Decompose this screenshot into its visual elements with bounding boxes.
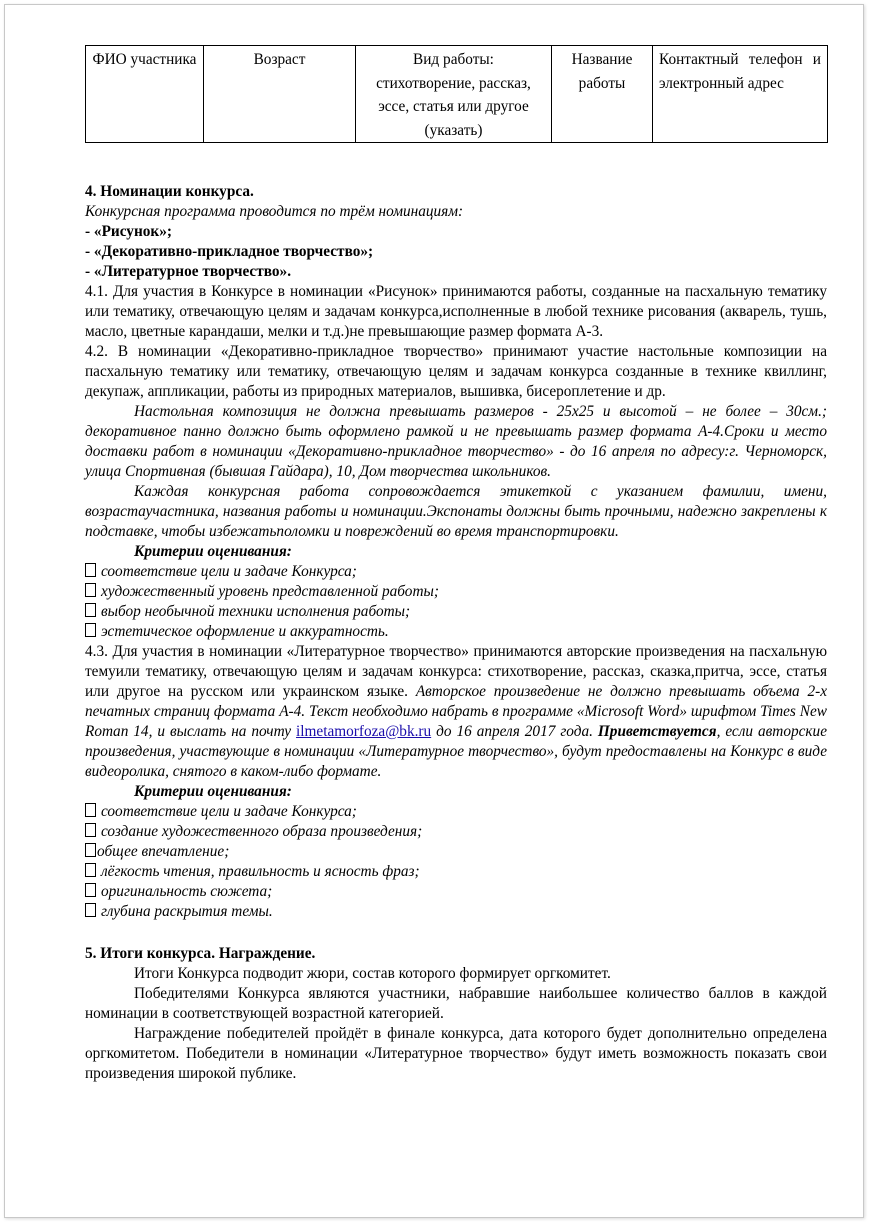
criteria-item: художественный уровень представленной работы;: [85, 582, 827, 602]
criteria-item: соответствие цели и задаче Конкурса;: [85, 562, 827, 582]
document-page: [4, 4, 864, 1218]
email-link[interactable]: ilmetamorfoza@bk.ru: [296, 723, 432, 740]
criteria-item: глубина раскрытия темы.: [85, 902, 827, 922]
nomination-item: - «Литературное творчество».: [85, 263, 292, 280]
page-content: [85, 45, 827, 1084]
criteria-item: лёгкость чтения, правильность и ясность фраз;: [85, 862, 827, 882]
criteria-item: оригинальность сюжета;: [85, 882, 827, 902]
table-header-cell: ФИО участника: [86, 46, 204, 143]
checkbox-glyph-icon: [85, 803, 96, 817]
paragraph-4-1: 4.1. Для участия в Конкурсе в номинации «Рисунок» принимаются работы, созданные на пасхальную тематику или тематику, отвечающую целям и задачам конкурса,исполненные в любой технике рисования (акварель, тушь, масло, цветные карандаши, мелки и т.д.)не превышающие размер формата А-3.: [85, 283, 827, 340]
checkbox-glyph-icon: [85, 863, 96, 877]
section-5-paragraph: Итоги Конкурса подводит жюри, состав которого формирует оргкомитет.: [134, 965, 611, 982]
section-5-paragraph: Награждение победителей пройдёт в финале конкурса, дата которого будет дополнительно определена оргкомитетом. Победители в номинации «Литературное творчество» будут иметь возможность показать свои произведения широкой публике.: [85, 1025, 827, 1082]
checkbox-glyph-icon: [85, 903, 96, 917]
criteria-item: эстетическое оформление и аккуратность.: [85, 622, 827, 642]
criteria-item: создание художественного образа произведения;: [85, 822, 827, 842]
checkbox-glyph-icon: [85, 623, 96, 637]
criteria-heading: Критерии оценивания:: [134, 783, 292, 800]
table-header-row: [86, 46, 828, 143]
checkbox-glyph-icon: [85, 603, 96, 617]
registration-table: [85, 45, 828, 143]
checkbox-glyph-icon: [85, 843, 96, 857]
checkbox-glyph-icon: [85, 883, 96, 897]
section-5-paragraph: Победителями Конкурса являются участники, набравшие наибольшее количество баллов в каждой номинации в соответствующей возрастной категорией.: [85, 985, 827, 1022]
table-header-cell: Возраст: [204, 46, 356, 143]
table-header-cell: Вид работы: стихотворение, рассказ, эссе, статья или другое (указать): [356, 46, 552, 143]
paragraph-4-3: 4.3. Для участия в номинации «Литературное творчество» принимаются авторские произведения на пасхальную темуили тематику, отвечающую целям и задачам конкурса: стихотворение, рассказ, сказка,притча, эссе, статья или другое на русском или украинском языке. Авторское произведение не должно превышать объема 2-х печатных страниц формата А-4. Текст необходимо набрать в программе «Microsoft Word» шрифтом Times New Roman 14, и выслать на почту ilmetamorfoza@bk.ru до 16 апреля 2017 года. Приветствуется, если авторские произведения, участвующие в номинации «Литературное творчество», будут предоставлены на Конкурс в виде видеоролика, снятого в каком-либо формате.: [85, 643, 827, 780]
section-4-heading: 4. Номинации конкурса.: [85, 183, 254, 200]
checkbox-glyph-icon: [85, 583, 96, 597]
section-4-intro: Конкурсная программа проводится по трём номинациям:: [85, 203, 464, 220]
checkbox-glyph-icon: [85, 823, 96, 837]
nomination-item: - «Рисунок»;: [85, 223, 172, 240]
criteria-item: выбор необычной техники исполнения работы;: [85, 602, 827, 622]
criteria-item: соответствие цели и задаче Конкурса;: [85, 802, 827, 822]
paragraph-4-2-note: Настольная композиция не должна превышать размеров - 25х25 и высотой – не более – 30см.; декоративное панно должно быть оформлено рамкой и не превышать размер формата А-4.Сроки и место доставки работ в номинации «Декоративно-прикладное творчество» - до 16 апреля по адресу:г. Черноморск, улица Спортивная (бывшая Гайдара), 10, Дом творчества школьников.: [85, 403, 827, 480]
table-header-cell: Название работы: [552, 46, 653, 143]
criteria-item: общее впечатление;: [85, 842, 827, 862]
nomination-item: - «Декоративно-прикладное творчество»;: [85, 243, 374, 260]
criteria-heading: Критерии оценивания:: [134, 543, 292, 560]
section-5-heading: 5. Итоги конкурса. Награждение.: [85, 945, 316, 962]
paragraph-4-2: 4.2. В номинации «Декоративно-прикладное творчество» принимают участие настольные композиции на пасхальную тематику или тематику, отвечающую целям и задачам конкурса созданные в технике квиллинг, декупаж, аппликации, работы из природных материалов, вышивка, бисероплетение и др.: [85, 343, 827, 400]
paragraph-4-2-label: Каждая конкурсная работа сопровождается этикеткой с указанием фамилии, имени, возрастаучастника, названия работы и номинации.Экспонаты должны быть прочными, надежно закреплены к подставке, чтобы избежатьполомки и повреждений во время транспортировки.: [85, 483, 827, 540]
checkbox-glyph-icon: [85, 563, 96, 577]
table-header-cell: Контактный телефон и электронный адрес: [653, 46, 828, 143]
